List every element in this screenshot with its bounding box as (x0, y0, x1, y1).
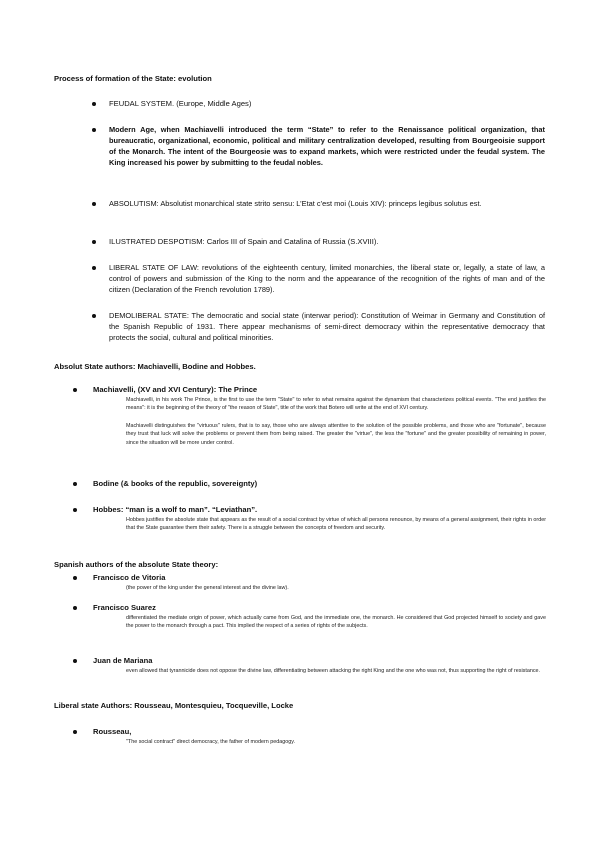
author-suarez: Francisco Suarez (93, 603, 156, 612)
author-machiavelli-desc: Machiavelli, in his work The Prince, is the first to use the term "State" to refer to what remains against the dynamism that characterizes political events. "The end justifies the means": it is the beginning of the theory of "the reason of State", title of the work that Botero will write at the end of XVI century. (126, 397, 546, 412)
bullet-icon (92, 240, 96, 244)
author-suarez-desc: differentiated the mediate origin of power, which actually came from God, and the immediate one, the monarch. He considered that God projected himself to society and gave the power to the monarch through a pact. This implied the respect of a series of rights of the subjects. (126, 615, 546, 630)
author-machiavelli: Machiavelli, (XV and XVI Century): The Prince (93, 385, 258, 394)
bullet-icon (73, 508, 77, 512)
list-item-absolutism: ABSOLUTISM: Absolutist monarchical state strito sensu: L’Etat c’est moi (Louis XIV): princeps legibus solutus est. (109, 199, 482, 208)
bullet-icon (73, 730, 77, 734)
author-vitoria-desc: (the power of the king under the general interest and the divine law). (126, 585, 289, 591)
author-mariana-desc: even allowed that tyrannicide does not oppose the divine law, differentiating between attacking the right King and the one who was not, thus supporting the right of resistance. (126, 668, 541, 674)
author-hobbes: Hobbes: “man is a wolf to man”. “Leviathan”. (93, 505, 258, 514)
bullet-icon (92, 266, 96, 270)
author-bodine: Bodine (& books of the republic, sovereignty) (93, 479, 258, 488)
author-rousseau-desc: "The social contract" direct democracy, the father of modern pedagogy. (126, 739, 296, 745)
bullet-icon (92, 314, 96, 318)
section-heading-liberal-authors: Liberal state Authors: Rousseau, Montesquieu, Tocqueville, Locke (54, 701, 294, 710)
list-item-feudal: FEUDAL SYSTEM. (Europe, Middle Ages) (109, 99, 252, 108)
author-mariana: Juan de Mariana (93, 656, 153, 665)
list-item-liberal-state: LIBERAL STATE OF LAW: revolutions of the eighteenth century, limited monarchies, the liberal state or, legally, a state of law, a control of powers and submission of the King to the norm and the appearance of the recognition of the rights of man and of the citizen (Declaration of the French revolution 1789). (109, 263, 545, 294)
list-item-demoliberal-state: DEMOLIBERAL STATE: The democratic and social state (interwar period): Constitution of Weimar in Germany and Constitution of the Spanish Republic of 1931. There appear mechanisms of semi-direct democracy within the representative democracy that protects the social, cultural and political minorities. (109, 311, 545, 342)
bullet-icon (73, 606, 77, 610)
bullet-icon (73, 659, 77, 663)
section-heading-formation: Process of formation of the State: evolution (54, 74, 212, 83)
section-heading-spanish-authors: Spanish authors of the absolute State theory: (54, 560, 219, 569)
bullet-icon (92, 128, 96, 132)
list-item-ilustrated-despotism: ILUSTRATED DESPOTISM: Carlos III of Spain and Catalina of Russia (S.XVIII). (109, 237, 379, 246)
list-item-modern-age: Modern Age, when Machiavelli introduced the term “State” to refer to the Renaissance political organization, that bureaucratic, organizational, economic, political and military centralization developed, resulting from Bourgeoisie support of the Monarch. The intent of the Bourgeosie was to expand markets, which were restricted under the feudal system. The King increased his power by submitting to the feudal nobles. (109, 125, 545, 167)
bullet-icon (73, 482, 77, 486)
author-rousseau: Rousseau, (93, 727, 132, 736)
bullet-icon (73, 576, 77, 580)
section-heading-absolut-authors: Absolut State authors: Machiavelli, Bodine and Hobbes. (54, 362, 256, 371)
bullet-icon (73, 388, 77, 392)
author-vitoria: Francisco de Vitoria (93, 573, 166, 582)
bullet-icon (92, 202, 96, 206)
bullet-icon (92, 102, 96, 106)
author-hobbes-desc: Hobbes justifies the absolute state that appears as the result of a social contract by virtue of which all persons renounce, by means of a general assignment, their rights in order that the State guarantee them their safety. There is a struggle between the concepts of freedom and security. (126, 517, 546, 532)
author-machiavelli-desc2: Machiavelli distinguishes the "virtuous" rulers, that is to say, those who are always attentive to the solution of the possible problems, and those who are "fortunate", because they trust that luck will solve the problems or prevent them from being raised. The greater the "virtue", the less the "fortune" and the greater possibility of remaining in power, since the situation will be more under control. (126, 423, 546, 446)
